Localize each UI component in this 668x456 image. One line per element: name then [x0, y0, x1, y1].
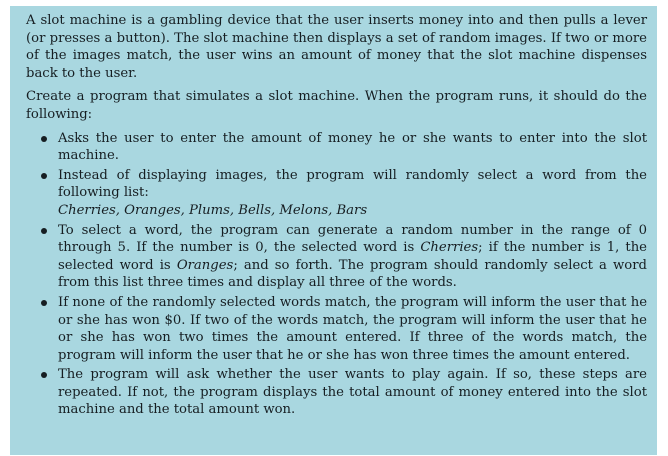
list-item-random-word	[26, 167, 647, 220]
list-item-text: The program will ask whether the user wants to play again. If so, these steps are repeated. If not, the program displays the total amount of money entered into the slot machine and the total amount won.	[58, 367, 647, 418]
list-item-ask-money	[26, 130, 647, 165]
word-cherries: Cherries	[420, 240, 479, 256]
task-paragraph: Create a program that simulates a slot machine. When the program runs, it should do the following:	[26, 89, 647, 122]
bullet-icon	[41, 228, 47, 234]
requirements-list	[26, 130, 647, 420]
list-item-text: Asks the user to enter the amount of money he or she wants to enter into the slot machine.	[58, 130, 647, 164]
bullet-icon	[41, 300, 47, 306]
list-item-select-word	[26, 222, 647, 292]
list-item-text: ; if the number is 1, the selected word is	[58, 240, 647, 273]
bullet-icon	[41, 372, 47, 378]
list-item-winnings	[26, 294, 647, 364]
list-item-text: If none of the randomly selected words match, the program will inform the user that he or she has won $0. If two of the words match, the program will inform the user that he or she has won two times the amount entered. If three of the words match, the program will inform the user that he or she has won three times the amount entered.	[58, 294, 647, 363]
list-item-text: To select a word, the program can generate a random number in the range of 0 through 5. If the number is 0, the selected word is	[58, 222, 647, 256]
bullet-icon	[41, 136, 47, 142]
word-oranges: Oranges	[176, 257, 234, 273]
bullet-icon	[41, 173, 47, 179]
document-page	[10, 6, 657, 455]
list-item-text: ; and so forth. The program should randomly select a word from this list three times and display all three of the words.	[58, 257, 647, 291]
word-list: Cherries, Oranges, Plums, Bells, Melons, Bars	[58, 202, 368, 218]
list-item-play-again	[26, 366, 647, 419]
intro-paragraph: A slot machine is a gambling device that the user inserts money into and then pulls a lever (or presses a button). The slot machine then displays a set of random images. If two or more of the images match, the user wins an amount of money that the slot machine dispenses back to the user.	[26, 13, 647, 81]
list-item-text: Instead of displaying images, the program will randomly select a word from the following list:	[58, 167, 647, 201]
